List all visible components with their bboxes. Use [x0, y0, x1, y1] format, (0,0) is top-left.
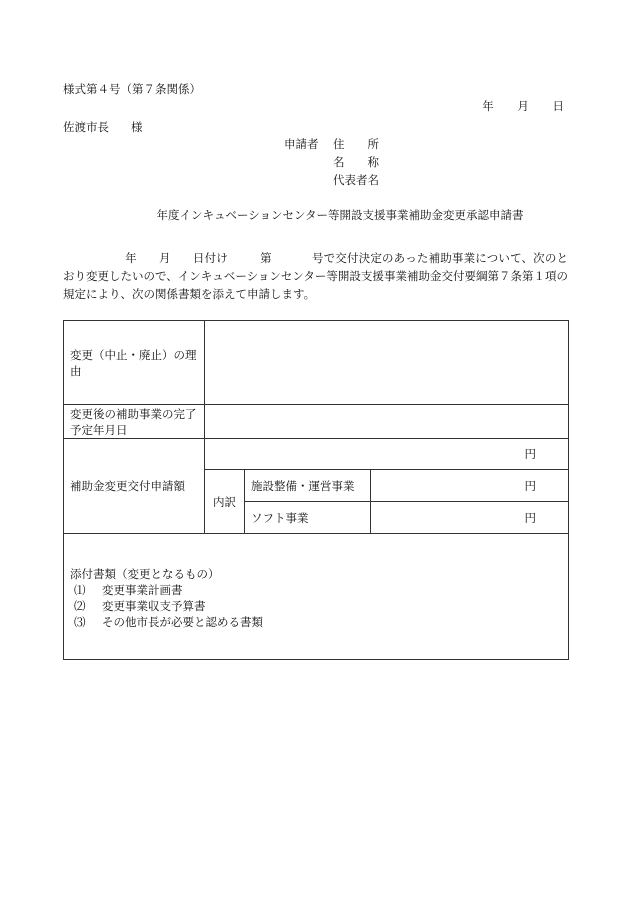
applicant-address-label: 住 所 [333, 137, 379, 151]
body-year: 年 [125, 251, 137, 265]
addressee [63, 122, 143, 134]
attachment-item [70, 614, 562, 630]
breakdown-label: 内訳 [205, 470, 245, 534]
attachment-num: ⑴ [74, 583, 86, 597]
body-text: 号で交付決定のあった補助事業について、次のとおり変更したいので、インキュベーションセンター等開設支援事業補助金交付要綱第７条第１項の規定により、次の関係書類を添えて申請します。 [63, 251, 569, 301]
yen-unit: 円 [524, 447, 537, 461]
attachment-item [70, 582, 562, 598]
addressee-name: 佐渡市長 [63, 120, 109, 134]
yen-unit: 円 [524, 510, 537, 525]
attachment-item [70, 598, 562, 614]
applicant-label: 申請者 [284, 137, 319, 151]
amount-label: 補助金変更交付申請額 [64, 439, 205, 534]
reason-field[interactable] [205, 321, 569, 405]
attachment-text: 変更事業計画書 [102, 583, 183, 597]
attachment-text: その他市長が必要と認める書類 [102, 615, 263, 629]
completion-label: 変更後の補助事業の完了予定年月日 [64, 405, 205, 439]
body-date-suffix: 日付け [192, 251, 228, 265]
attachment-num: ⑵ [74, 599, 86, 613]
attachments-cell [64, 534, 569, 660]
addressee-honorific: 様 [131, 120, 143, 134]
applicant-block [284, 139, 379, 193]
amount-total-field[interactable] [205, 439, 569, 470]
date-line: 年 月 日 [482, 99, 564, 113]
breakdown-soft-field[interactable] [371, 502, 569, 534]
breakdown-facility-field[interactable] [371, 470, 569, 502]
yen-unit: 円 [524, 478, 537, 493]
reason-label: 変更（中止・廃止）の理由 [64, 321, 205, 405]
application-table [63, 320, 569, 660]
attachment-text: 変更事業収支予算書 [102, 599, 206, 613]
applicant-name-label: 名 称 [333, 155, 379, 169]
form-number: 様式第４号（第７条関係） [63, 82, 201, 96]
attachments-heading: 添付書類（変更となるもの） [70, 567, 220, 581]
applicant-representative-label: 代表者名 [333, 173, 379, 187]
attachment-num: ⑶ [74, 615, 86, 629]
body-paragraph [63, 249, 568, 303]
breakdown-label-facility: 施設整備・運営事業 [245, 470, 371, 502]
completion-field[interactable] [205, 405, 569, 439]
body-month: 月 [158, 251, 171, 265]
document-title: 年度インキュベーションセンター等開設支援事業補助金変更承認申請書 [156, 208, 524, 222]
breakdown-label-soft: ソフト事業 [245, 502, 371, 534]
body-number-prefix: 第 [259, 251, 272, 265]
